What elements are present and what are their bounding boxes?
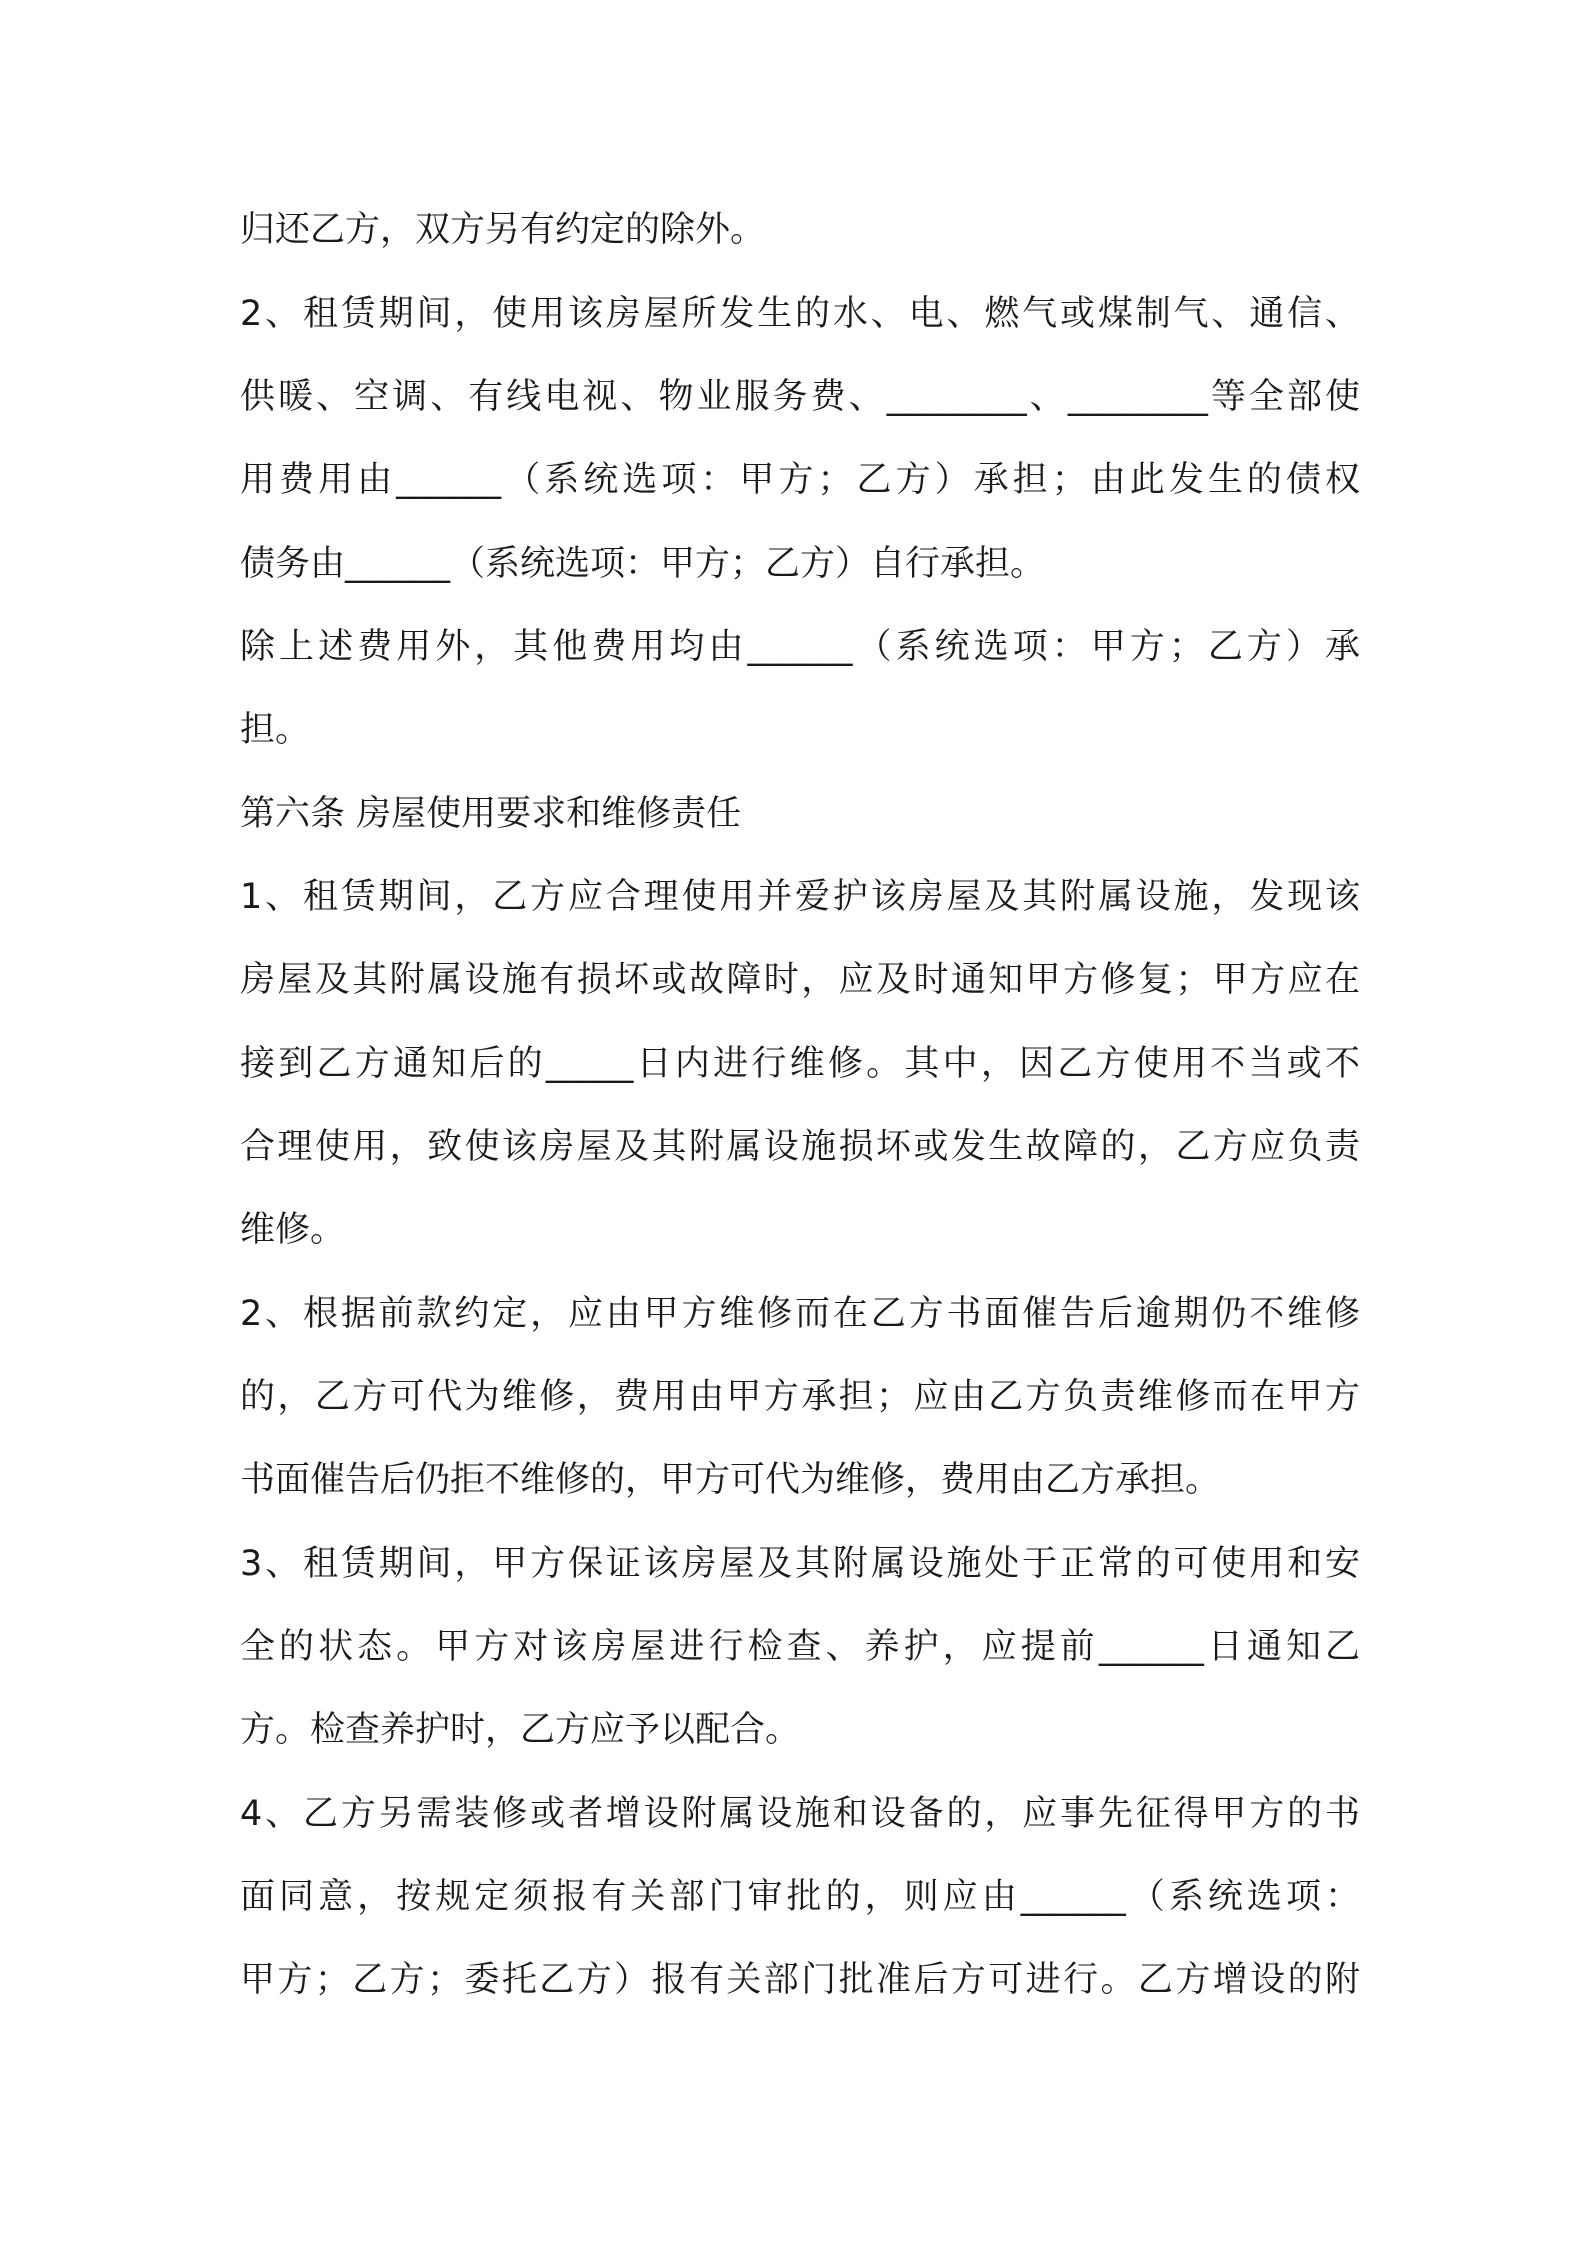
text-line: 合理使用，致使该房屋及其附属设施损坏或发生故障的，乙方应负责 [240,1127,1360,1167]
text-line: 面同意，按规定须报有关部门审批的，则应由______（系统选项： [240,1877,1360,1917]
text-line: 3、租赁期间，甲方保证该房屋及其附属设施处于正常的可使用和安 [240,1544,1360,1584]
text-line: 1、租赁期间，乙方应合理使用并爱护该房屋及其附属设施，发现该 [240,877,1360,917]
text-line: 全的状态。甲方对该房屋进行检查、养护，应提前______日通知乙 [240,1627,1360,1667]
text-line: 维修。 [240,1210,346,1250]
text-line: 归还乙方，双方另有约定的除外。 [240,210,766,250]
text-line: 债务由______（系统选项：甲方；乙方）自行承担。 [240,544,1046,584]
text-line: 方。检查养护时，乙方应予以配合。 [240,1710,801,1750]
text-line: 房屋及其附属设施有损坏或故障时，应及时通知甲方修复；甲方应在 [240,960,1360,1000]
text-line: 2、租赁期间，使用该房屋所发生的水、电、燃气或煤制气、通信、 [240,294,1360,334]
text-line: 2、根据前款约定，应由甲方维修而在乙方书面催告后逾期仍不维修 [240,1294,1360,1334]
text-line: 甲方；乙方；委托乙方）报有关部门批准后方可进行。乙方增设的附 [240,1960,1360,2000]
text-line: 接到乙方通知后的_____日内进行维修。其中，因乙方使用不当或不 [240,1044,1360,1084]
text-line: 除上述费用外，其他费用均由______（系统选项：甲方；乙方）承 [240,627,1360,667]
text-line: 用费用由______（系统选项：甲方；乙方）承担；由此发生的债权 [240,460,1360,500]
text-line: 供暖、空调、有线电视、物业服务费、________、________等全部使 [240,377,1360,417]
text-line: 书面催告后仍拒不维修的，甲方可代为维修，费用由乙方承担。 [240,1460,1221,1500]
text-line: 的，乙方可代为维修，费用由甲方承担；应由乙方负责维修而在甲方 [240,1377,1360,1417]
text-line: 4、乙方另需装修或者增设附属设施和设备的，应事先征得甲方的书 [240,1794,1360,1834]
section-heading: 第六条 房屋使用要求和维修责任 [240,794,742,834]
text-line: 担。 [240,710,311,750]
